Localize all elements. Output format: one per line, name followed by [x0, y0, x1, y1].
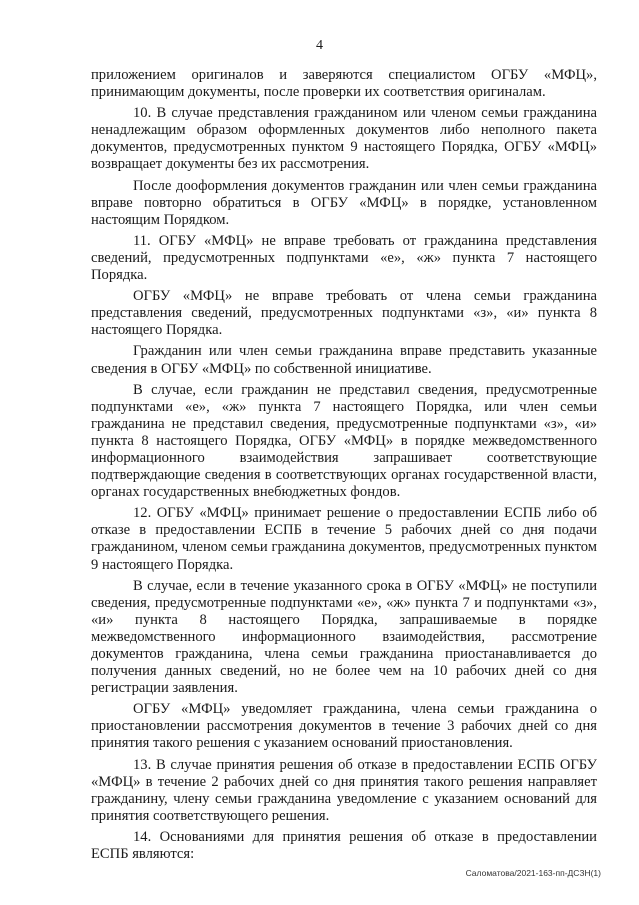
paragraph-13: 13. В случае принятия решения об отказе в предоставлении ЕСПБ ОГБУ «МФЦ» в течение 2 рабочих дней со дня принятия такого решения направляет гражданину, члену семьи гражданина уведомление с указанием оснований для принятия соответствующего решения.	[91, 756, 597, 824]
paragraph-11-own-initiative: Гражданин или член семьи гражданина вправе представить указанные сведения в ОГБУ «МФЦ» по собственной инициативе.	[91, 343, 597, 377]
paragraph-12-suspension: В случае, если в течение указанного срока в ОГБУ «МФЦ» не поступили сведения, предусмотренные подпунктами «е», «ж» пункта 7 и подпунктами «з», «и» пункта 8 настоящего Порядка, запрашиваемые в порядке межведомственного информационного взаимодействия, рассмотрение документов гражданина, члена семьи гражданина приостанавливается до получения данных сведений, но не более чем на 10 рабочих дней со дня регистрации заявления.	[91, 577, 597, 697]
paragraph-11-family-member: ОГБУ «МФЦ» не вправе требовать от члена семьи гражданина представления сведений, предусмотренных подпунктами «з», «и» пункта 8 настоящего Порядка.	[91, 288, 597, 339]
paragraph-14: 14. Основаниями для принятия решения об отказе в предоставлении ЕСПБ являются:	[91, 828, 597, 863]
paragraph-12-notification: ОГБУ «МФЦ» уведомляет гражданина, члена семьи гражданина о приостановлении рассмотрения документов в течение 3 рабочих дней со дня принятия такого решения с указанием оснований приостановления.	[91, 701, 597, 752]
paragraph-11-interagency-request: В случае, если гражданин не представил сведения, предусмотренные подпунктами «е», «ж» пункта 7 настоящего Порядка, или член семьи гражданина не представил сведения, предусмотренные подпунктами «з», «и» пункта 8 настоящего Порядка, ОГБУ «МФЦ» в порядке межведомственного информационного взаимодействия запрашивает соответствующие подтверждающие сведения в соответствующих органах государственной власти, органах государственных внебюджетных фондов.	[91, 381, 597, 501]
paragraph-10-resubmission: После дооформления документов гражданин или член семьи гражданина вправе повторно обратиться в ОГБУ «МФЦ» в порядке, установленном настоящим Порядком.	[91, 177, 597, 228]
paragraph-10: 10. В случае представления гражданином или членом семьи гражданина ненадлежащим образом оформленных документов либо неполного пакета документов, предусмотренных пунктом 9 настоящего Порядка, ОГБУ «МФЦ» возвращает документы без их рассмотрения.	[91, 105, 597, 173]
paragraph-12: 12. ОГБУ «МФЦ» принимает решение о предоставлении ЕСПБ либо об отказе в предоставлении ЕСПБ в течение 5 рабочих дней со дня подачи гражданином, членом семьи гражданина документов, предусмотренных пунктом 9 настоящего Порядка.	[91, 505, 597, 573]
document-footer-code: Саломатова/2021-163-пп-ДСЗН(1)	[465, 868, 601, 878]
paragraph-continuation: приложением оригиналов и заверяются специалистом ОГБУ «МФЦ», принимающим документы, после проверки их соответствия оригиналам.	[91, 67, 597, 101]
paragraph-11: 11. ОГБУ «МФЦ» не вправе требовать от гражданина представления сведений, предусмотренных подпунктами «е», «ж» пункта 7 настоящего Порядка.	[91, 232, 597, 284]
page-number: 4	[316, 38, 323, 53]
document-body	[91, 67, 597, 867]
